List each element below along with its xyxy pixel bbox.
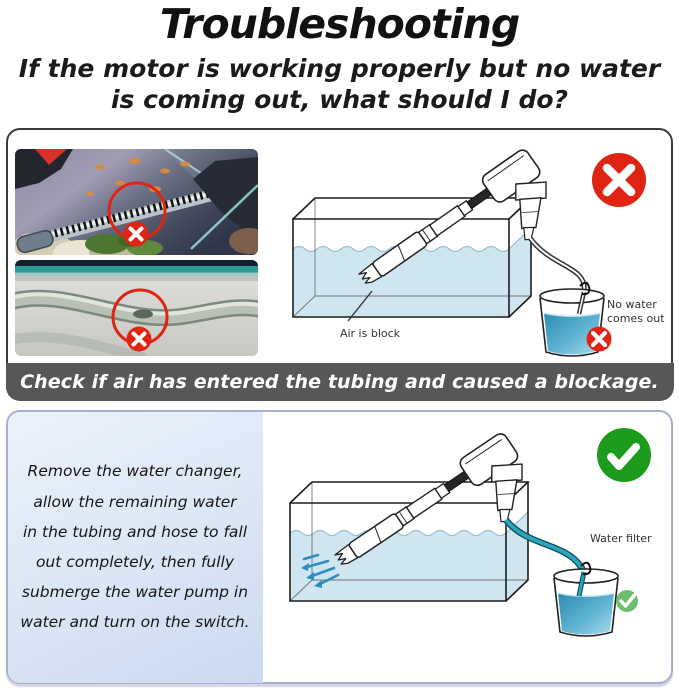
subtitle-line-1: If the motor is working properly but no water <box>18 54 661 83</box>
check-circle-icon <box>597 428 651 482</box>
error-badge-icon <box>124 222 149 247</box>
instruction-line-5: submerge the water pump in <box>21 583 249 602</box>
subtitle-line-2: is coming out, what should I do? <box>110 85 569 114</box>
aquarium-photo-art <box>15 149 258 255</box>
drain-hose <box>530 238 584 292</box>
problem-panel <box>6 128 673 400</box>
error-badge-icon <box>127 327 152 352</box>
instruction-block <box>8 412 263 683</box>
solution-diagram <box>260 418 670 680</box>
page-subtitle <box>0 53 679 115</box>
no-water-label-line-1: No water <box>607 298 657 311</box>
tank-drawing <box>293 198 531 317</box>
solution-panel <box>6 410 673 684</box>
air-pocket <box>133 310 153 319</box>
aquarium-photo <box>15 149 258 255</box>
tank-drawing <box>290 482 528 601</box>
bucket-drawing <box>554 569 618 636</box>
page-title: Troubleshooting <box>159 0 520 48</box>
caption-text: Check if air has entered the tubing and caused a blockage. <box>20 370 659 393</box>
instruction-line-4: out completely, then fully <box>35 553 235 571</box>
x-circle-icon <box>592 153 646 207</box>
error-badge-icon <box>587 327 612 352</box>
check-badge-icon <box>616 590 638 612</box>
instruction-line-2: allow the remaining water <box>33 492 237 511</box>
instruction-line-1: Remove the water changer, <box>27 462 243 481</box>
tubing-photo <box>15 260 258 356</box>
solution-diagram-art <box>260 418 670 680</box>
air-block-label: Air is block <box>339 327 401 340</box>
caption-bar <box>6 363 674 401</box>
water-filter-label: Water filter <box>590 532 652 545</box>
instruction-line-3: in the tubing and hose to fall <box>22 522 248 541</box>
instruction-text <box>20 456 249 637</box>
instruction-line-6: water and turn on the switch. <box>20 613 250 632</box>
no-water-label-line-2: comes out <box>607 312 664 325</box>
tubing-photo-art <box>15 260 258 356</box>
problem-diagram <box>258 140 664 362</box>
problem-diagram-art <box>258 140 664 362</box>
